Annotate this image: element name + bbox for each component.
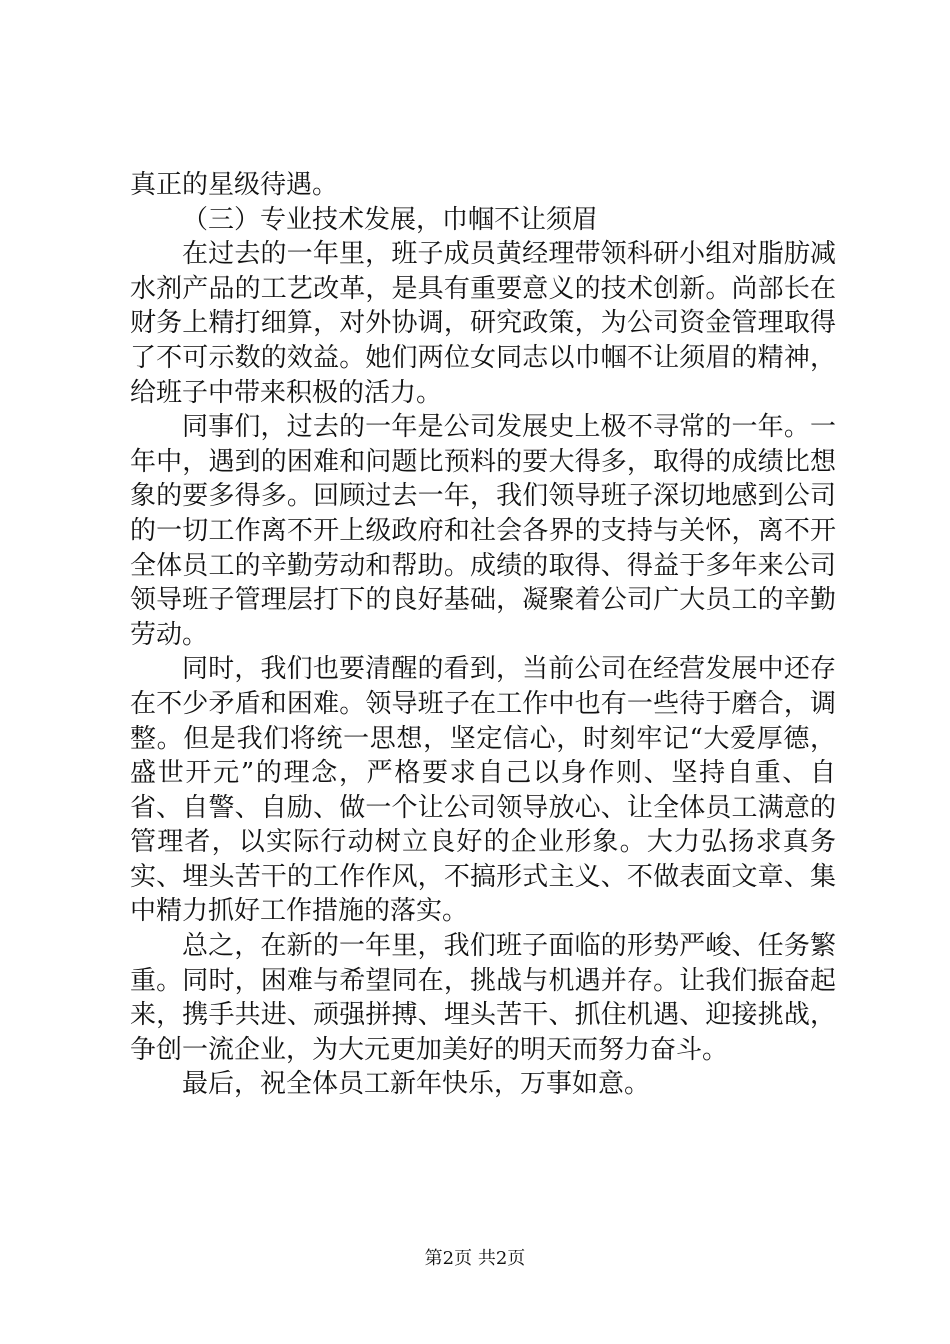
paragraph: 同时，我们也要清醒的看到，当前公司在经营发展中还存在不少矛盾和困难。领导班子在工作中也有一些待于磨合，调整。但是我们将统一思想，坚定信心，时刻牢记“大爱厚德，盛世开元”的理念，严格要求自己以身作则、坚持自重、自省、自警、自励、做一个让公司领导放心、让全体员工满意的管理者，以实际行动树立良好的企业形象。大力弘扬求真务实、埋头苦干的工作作风，不搞形式主义、不做表面文章、集中精力抓好工作措施的落实。: [130, 654, 836, 927]
closing-paragraph: 最后，祝全体员工新年快乐，万事如意。: [182, 1069, 651, 1100]
page-number-footer: 第2页 共2页: [424, 1248, 526, 1269]
document-body: [130, 168, 836, 1102]
paragraph: 同事们，过去的一年是公司发展史上极不寻常的一年。一年中，遇到的困难和问题比预料的要大得多，取得的成绩比想象的要多得多。回顾过去一年，我们领导班子深切地感到公司的一切工作离不开上级政府和社会各界的支持与关怀，离不开全体员工的辛勤劳动和帮助。成绩的取得、得益于多年来公司领导班子管理层打下的良好基础，凝聚着公司广大员工的辛勤劳动。: [130, 412, 836, 650]
paragraph: 在过去的一年里，班子成员黄经理带领科研小组对脂肪减水剂产品的工艺改革，是具有重要意义的技术创新。尚部长在财务上精打细算，对外协调，研究政策，为公司资金管理取得了不可示数的效益。她们两位女同志以巾帼不让须眉的精神，给班子中带来积极的活力。: [130, 239, 836, 408]
section-heading: （三）专业技术发展，巾帼不让须眉: [182, 204, 599, 235]
paragraph: 总之，在新的一年里，我们班子面临的形势严峻、任务繁重。同时，困难与希望同在，挑战与机遇并存。让我们振奋起来，携手共进、顽强拼搏、埋头苦干、抓住机遇、迎接挑战，争创一流企业，为大元更加美好的明天而努力奋斗。: [130, 931, 836, 1065]
paragraph-continuation: 真正的星级待遇。: [130, 170, 339, 200]
